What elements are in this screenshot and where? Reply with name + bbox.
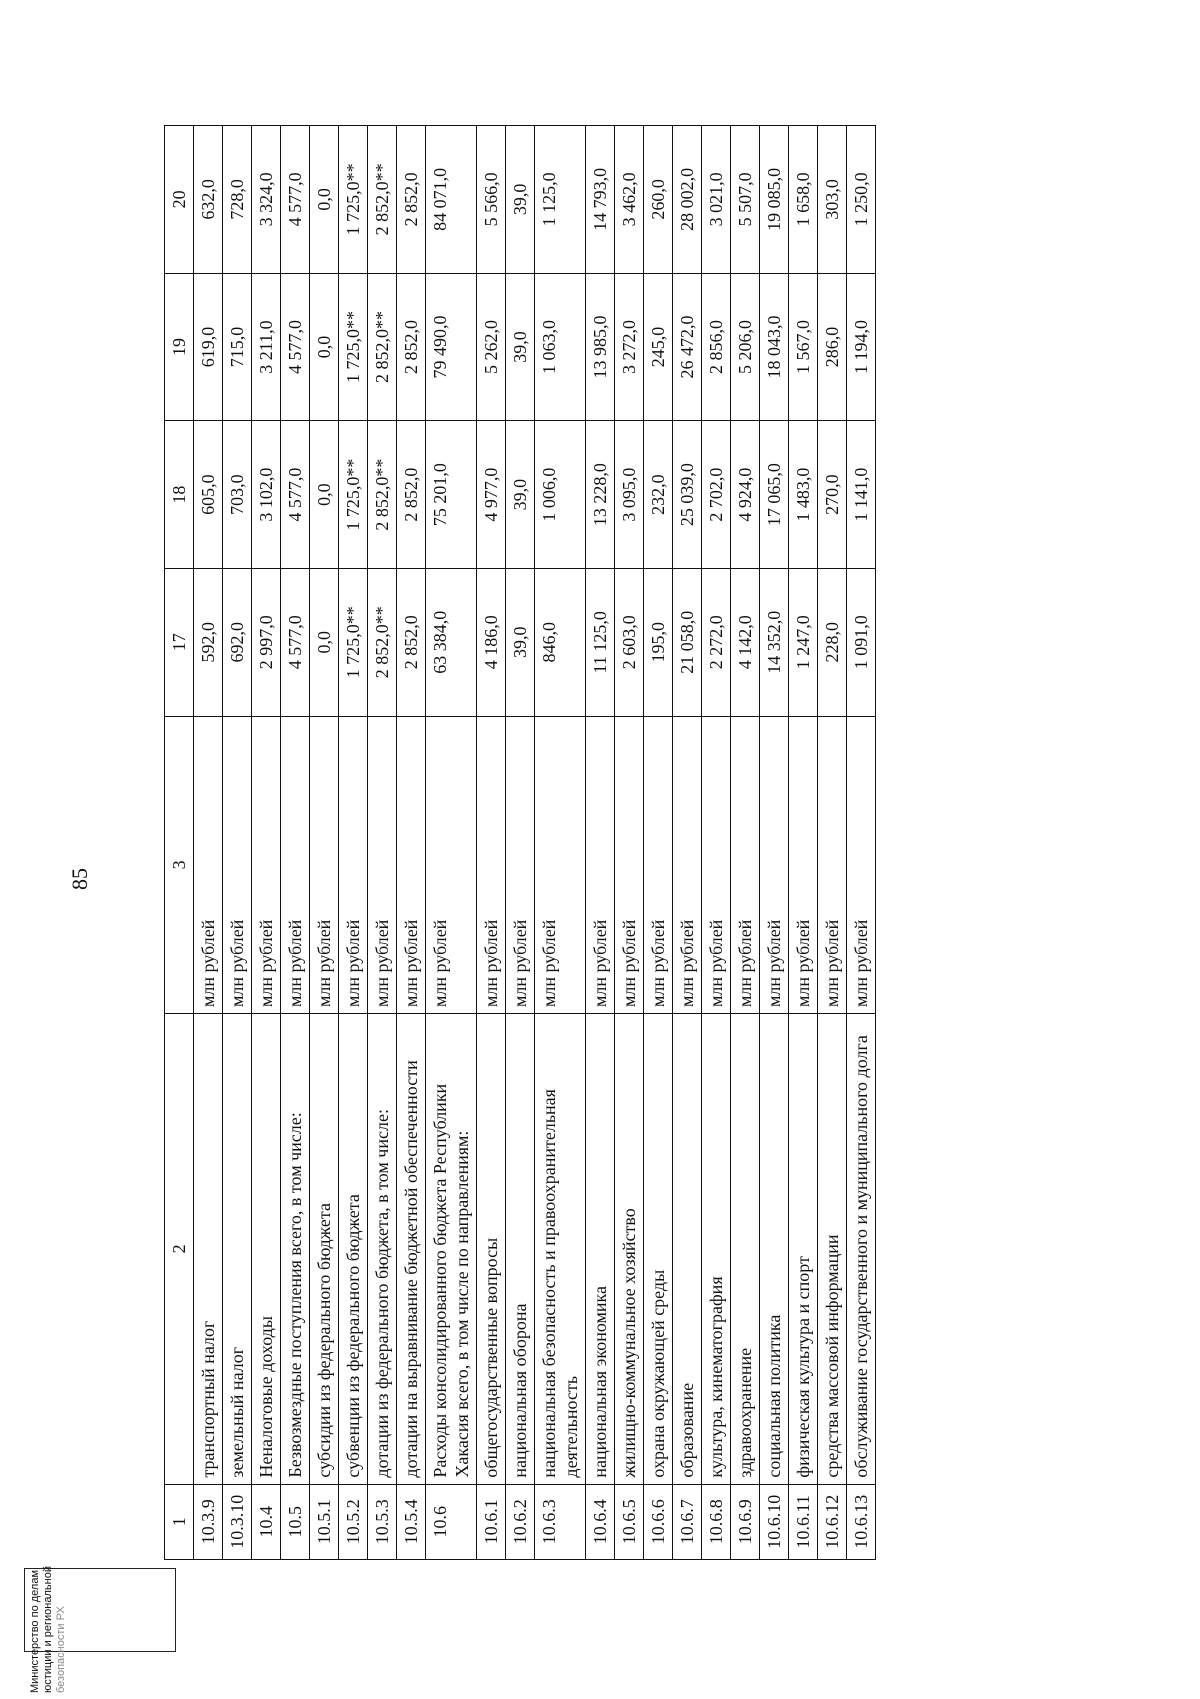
cell-col-19: 79 490,0 — [426, 273, 477, 421]
cell-unit: млн рублей — [368, 716, 397, 1013]
cell-col-20: 260,0 — [644, 126, 673, 274]
cell-col-18: 3 102,0 — [252, 421, 281, 569]
page-number: 85 — [67, 868, 92, 890]
table-row — [194, 126, 223, 1560]
cell-col-20: 28 002,0 — [673, 126, 702, 274]
cell-col-18: 1 725,0** — [339, 421, 368, 569]
cell-unit: млн рублей — [194, 716, 223, 1013]
cell-id: 10.6.13 — [847, 1484, 876, 1559]
table-row — [673, 126, 702, 1560]
cell-col-19: 5 262,0 — [477, 273, 506, 421]
stamp-line-2: юстиции и региональной — [42, 1566, 54, 1693]
cell-name: национальная безопасность и правоохранительная деятельность — [535, 1014, 586, 1485]
cell-name: Расходы консолидированного бюджета Республики Хакасия всего, в том числе по направлениям: — [426, 1014, 477, 1485]
cell-col-20: 3 021,0 — [702, 126, 731, 274]
cell-unit: млн рублей — [586, 716, 615, 1013]
cell-col-17: 2 997,0 — [252, 568, 281, 716]
cell-col-20: 4 577,0 — [281, 126, 310, 274]
cell-col-19: 18 043,0 — [760, 273, 789, 421]
cell-col-20: 1 725,0** — [339, 126, 368, 274]
header-col-2: 2 — [165, 1014, 194, 1485]
cell-col-17: 228,0 — [818, 568, 847, 716]
table-header-row — [165, 126, 194, 1560]
cell-name: субсидии из федерального бюджета — [310, 1014, 339, 1485]
cell-unit: млн рублей — [426, 716, 477, 1013]
cell-id: 10.6.5 — [615, 1484, 644, 1559]
cell-col-20: 1 250,0 — [847, 126, 876, 274]
cell-name: дотации из федерального бюджета, в том числе: — [368, 1014, 397, 1485]
cell-col-17: 1 725,0** — [339, 568, 368, 716]
cell-unit: млн рублей — [535, 716, 586, 1013]
cell-col-17: 2 272,0 — [702, 568, 731, 716]
cell-col-17: 4 142,0 — [731, 568, 760, 716]
cell-unit: млн рублей — [506, 716, 535, 1013]
table-row — [818, 126, 847, 1560]
cell-col-17: 592,0 — [194, 568, 223, 716]
cell-name: средства массовой информации — [818, 1014, 847, 1485]
cell-col-19: 5 206,0 — [731, 273, 760, 421]
header-col-18: 18 — [165, 421, 194, 569]
cell-col-19: 1 725,0** — [339, 273, 368, 421]
cell-name: обслуживание государственного и муниципального долга — [847, 1014, 876, 1485]
cell-id: 10.6.11 — [789, 1484, 818, 1559]
ministry-stamp — [24, 1566, 176, 1693]
cell-unit: млн рублей — [673, 716, 702, 1013]
cell-id: 10.5.2 — [339, 1484, 368, 1559]
header-col-20: 20 — [165, 126, 194, 274]
header-col-3: 3 — [165, 716, 194, 1013]
table-row — [252, 126, 281, 1560]
cell-name: национальная экономика — [586, 1014, 615, 1485]
cell-unit: млн рублей — [818, 716, 847, 1013]
cell-col-17: 2 852,0** — [368, 568, 397, 716]
cell-col-19: 26 472,0 — [673, 273, 702, 421]
cell-id: 10.3.9 — [194, 1484, 223, 1559]
cell-name: культура, кинематография — [702, 1014, 731, 1485]
cell-name: дотации на выравнивание бюджетной обеспеченности — [397, 1014, 426, 1485]
cell-col-17: 692,0 — [223, 568, 252, 716]
table-row — [281, 126, 310, 1560]
cell-col-18: 39,0 — [506, 421, 535, 569]
cell-col-19: 245,0 — [644, 273, 673, 421]
cell-col-20: 3 462,0 — [615, 126, 644, 274]
cell-col-18: 0,0 — [310, 421, 339, 569]
cell-id: 10.6.12 — [818, 1484, 847, 1559]
cell-id: 10.6.2 — [506, 1484, 535, 1559]
cell-col-18: 2 702,0 — [702, 421, 731, 569]
cell-id: 10.5.3 — [368, 1484, 397, 1559]
cell-col-18: 1 483,0 — [789, 421, 818, 569]
cell-col-20: 728,0 — [223, 126, 252, 274]
cell-id: 10.6.1 — [477, 1484, 506, 1559]
cell-col-20: 5 507,0 — [731, 126, 760, 274]
cell-col-18: 703,0 — [223, 421, 252, 569]
cell-id: 10.6.3 — [535, 1484, 586, 1559]
cell-col-17: 846,0 — [535, 568, 586, 716]
cell-col-19: 2 852,0** — [368, 273, 397, 421]
cell-id: 10.6 — [426, 1484, 477, 1559]
cell-col-20: 84 071,0 — [426, 126, 477, 274]
cell-col-17: 2 603,0 — [615, 568, 644, 716]
cell-id: 10.6.4 — [586, 1484, 615, 1559]
cell-col-17: 14 352,0 — [760, 568, 789, 716]
cell-col-19: 1 063,0 — [535, 273, 586, 421]
cell-col-17: 1 091,0 — [847, 568, 876, 716]
cell-unit: млн рублей — [397, 716, 426, 1013]
cell-id: 10.6.7 — [673, 1484, 702, 1559]
table-row — [702, 126, 731, 1560]
cell-col-17: 4 186,0 — [477, 568, 506, 716]
cell-id: 10.3.10 — [223, 1484, 252, 1559]
cell-id: 10.6.8 — [702, 1484, 731, 1559]
cell-name: жилищно-коммунальное хозяйство — [615, 1014, 644, 1485]
cell-col-18: 270,0 — [818, 421, 847, 569]
table-row — [586, 126, 615, 1560]
cell-col-20: 2 852,0** — [368, 126, 397, 274]
cell-unit: млн рублей — [477, 716, 506, 1013]
cell-name: общегосударственные вопросы — [477, 1014, 506, 1485]
cell-col-19: 4 577,0 — [281, 273, 310, 421]
cell-col-19: 286,0 — [818, 273, 847, 421]
cell-name: земельный налог — [223, 1014, 252, 1485]
cell-col-17: 2 852,0 — [397, 568, 426, 716]
cell-name: образование — [673, 1014, 702, 1485]
cell-name: транспортный налог — [194, 1014, 223, 1485]
table-row — [397, 126, 426, 1560]
cell-col-17: 21 058,0 — [673, 568, 702, 716]
cell-col-20: 19 085,0 — [760, 126, 789, 274]
cell-name: охрана окружающей среды — [644, 1014, 673, 1485]
cell-col-17: 63 384,0 — [426, 568, 477, 716]
cell-col-20: 303,0 — [818, 126, 847, 274]
cell-col-17: 195,0 — [644, 568, 673, 716]
cell-unit: млн рублей — [339, 716, 368, 1013]
cell-col-19: 619,0 — [194, 273, 223, 421]
cell-col-18: 75 201,0 — [426, 421, 477, 569]
cell-col-19: 1 567,0 — [789, 273, 818, 421]
table-row — [223, 126, 252, 1560]
cell-col-18: 13 228,0 — [586, 421, 615, 569]
cell-col-19: 3 272,0 — [615, 273, 644, 421]
cell-name: физическая культура и спорт — [789, 1014, 818, 1485]
table-row — [339, 126, 368, 1560]
cell-col-20: 1 658,0 — [789, 126, 818, 274]
table-row — [847, 126, 876, 1560]
cell-col-18: 605,0 — [194, 421, 223, 569]
cell-col-18: 4 924,0 — [731, 421, 760, 569]
cell-col-20: 632,0 — [194, 126, 223, 274]
cell-col-17: 39,0 — [506, 568, 535, 716]
cell-col-20: 5 566,0 — [477, 126, 506, 274]
table-row — [477, 126, 506, 1560]
cell-col-19: 2 856,0 — [702, 273, 731, 421]
cell-col-18: 4 977,0 — [477, 421, 506, 569]
cell-id: 10.4 — [252, 1484, 281, 1559]
cell-col-20: 39,0 — [506, 126, 535, 274]
header-col-1: 1 — [165, 1484, 194, 1559]
header-col-19: 19 — [165, 273, 194, 421]
cell-col-18: 25 039,0 — [673, 421, 702, 569]
cell-col-17: 0,0 — [310, 568, 339, 716]
cell-col-17: 4 577,0 — [281, 568, 310, 716]
table-row — [310, 126, 339, 1560]
cell-id: 10.6.9 — [731, 1484, 760, 1559]
cell-col-18: 232,0 — [644, 421, 673, 569]
stamp-line-1: Министерство по делам — [29, 1569, 41, 1693]
budget-table — [164, 125, 876, 1560]
table-row — [368, 126, 397, 1560]
cell-col-19: 2 852,0 — [397, 273, 426, 421]
cell-id: 10.5 — [281, 1484, 310, 1559]
cell-name: национальная оборона — [506, 1014, 535, 1485]
cell-col-18: 4 577,0 — [281, 421, 310, 569]
cell-unit: млн рублей — [615, 716, 644, 1013]
cell-col-19: 0,0 — [310, 273, 339, 421]
cell-name: здравоохранение — [731, 1014, 760, 1485]
cell-col-19: 1 194,0 — [847, 273, 876, 421]
table-row — [789, 126, 818, 1560]
cell-id: 10.6.6 — [644, 1484, 673, 1559]
cell-col-20: 2 852,0 — [397, 126, 426, 274]
table-row — [760, 126, 789, 1560]
cell-col-19: 715,0 — [223, 273, 252, 421]
cell-col-18: 3 095,0 — [615, 421, 644, 569]
cell-col-20: 14 793,0 — [586, 126, 615, 274]
cell-unit: млн рублей — [223, 716, 252, 1013]
table-row — [535, 126, 586, 1560]
cell-id: 10.6.10 — [760, 1484, 789, 1559]
stamp-line-3: безопасности РХ — [55, 1606, 67, 1693]
cell-col-19: 39,0 — [506, 273, 535, 421]
cell-unit: млн рублей — [731, 716, 760, 1013]
table-row — [615, 126, 644, 1560]
cell-name: Безвозмездные поступления всего, в том числе: — [281, 1014, 310, 1485]
cell-col-17: 1 247,0 — [789, 568, 818, 716]
cell-col-18: 1 141,0 — [847, 421, 876, 569]
cell-unit: млн рублей — [281, 716, 310, 1013]
cell-unit: млн рублей — [760, 716, 789, 1013]
table-row — [731, 126, 760, 1560]
rotated-table-container — [164, 125, 1069, 1560]
cell-id: 10.5.4 — [397, 1484, 426, 1559]
cell-name: Неналоговые доходы — [252, 1014, 281, 1485]
cell-col-18: 2 852,0 — [397, 421, 426, 569]
cell-col-20: 3 324,0 — [252, 126, 281, 274]
cell-unit: млн рублей — [644, 716, 673, 1013]
cell-name: социальная политика — [760, 1014, 789, 1485]
cell-unit: млн рублей — [702, 716, 731, 1013]
table-row — [506, 126, 535, 1560]
cell-unit: млн рублей — [252, 716, 281, 1013]
cell-col-17: 11 125,0 — [586, 568, 615, 716]
cell-col-18: 17 065,0 — [760, 421, 789, 569]
cell-id: 10.5.1 — [310, 1484, 339, 1559]
table-row — [426, 126, 477, 1560]
cell-col-19: 13 985,0 — [586, 273, 615, 421]
cell-name: субвенции из федерального бюджета — [339, 1014, 368, 1485]
cell-col-20: 0,0 — [310, 126, 339, 274]
header-col-17: 17 — [165, 568, 194, 716]
cell-unit: млн рублей — [310, 716, 339, 1013]
table-body — [194, 126, 876, 1560]
cell-col-18: 1 006,0 — [535, 421, 586, 569]
cell-unit: млн рублей — [847, 716, 876, 1013]
cell-unit: млн рублей — [789, 716, 818, 1013]
cell-col-19: 3 211,0 — [252, 273, 281, 421]
cell-col-18: 2 852,0** — [368, 421, 397, 569]
cell-col-20: 1 125,0 — [535, 126, 586, 274]
table-row — [644, 126, 673, 1560]
